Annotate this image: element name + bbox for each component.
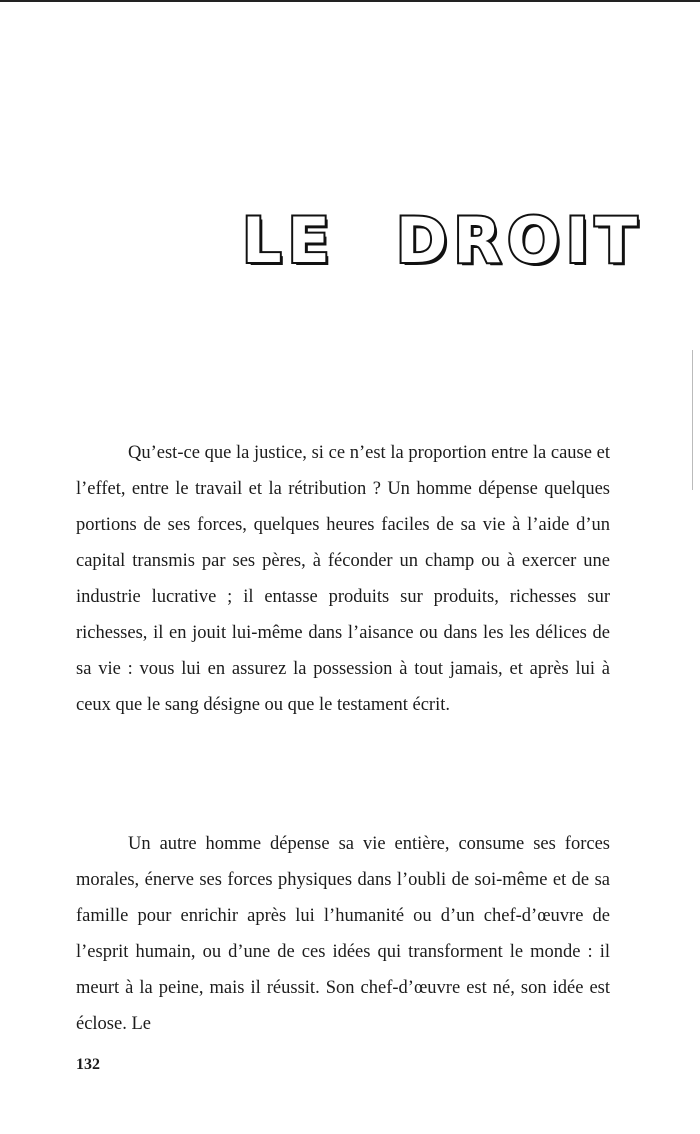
margin-mark: [692, 350, 693, 490]
title-word-le: LE: [242, 204, 336, 277]
title-word-droit: DROIT: [395, 204, 644, 277]
paragraph: Qu’est-ce que la justice, si ce n’est la proportion entre la cause et l’effet, entre le travail et la rétribution ? Un homme dépense quelques portions de ses forces, quelques heures faciles de sa vie à l’aide d’un capital transmis par ses pères, à féconder un champ ou à exercer une industrie lucrative ; il entasse produits sur produits, richesses sur richesses, il en jouit lui-même dans l’aisance ou dans les les délices de sa vie : vous lui en assurez la possession à tout jamais, et après lui à ceux que le sang désigne ou que le testament écrit.: [76, 443, 610, 715]
body-text-first: [76, 435, 610, 723]
top-rule: [0, 0, 700, 2]
page-number: 132: [76, 1056, 100, 1073]
chapter-title: [242, 204, 644, 277]
body-text-second: [76, 826, 610, 1042]
paragraph: Un autre homme dépense sa vie entière, consume ses forces morales, énerve ses forces physiques dans l’oubli de soi-même et de sa famille pour enrichir après lui l’humanité ou d’un chef-d’œuvre de l’esprit humain, ou d’une de ces idées qui transforment le monde : il meurt à la peine, mais il réussit. Son chef-d’œuvre est né, son idée est éclose. Le: [76, 834, 610, 1034]
